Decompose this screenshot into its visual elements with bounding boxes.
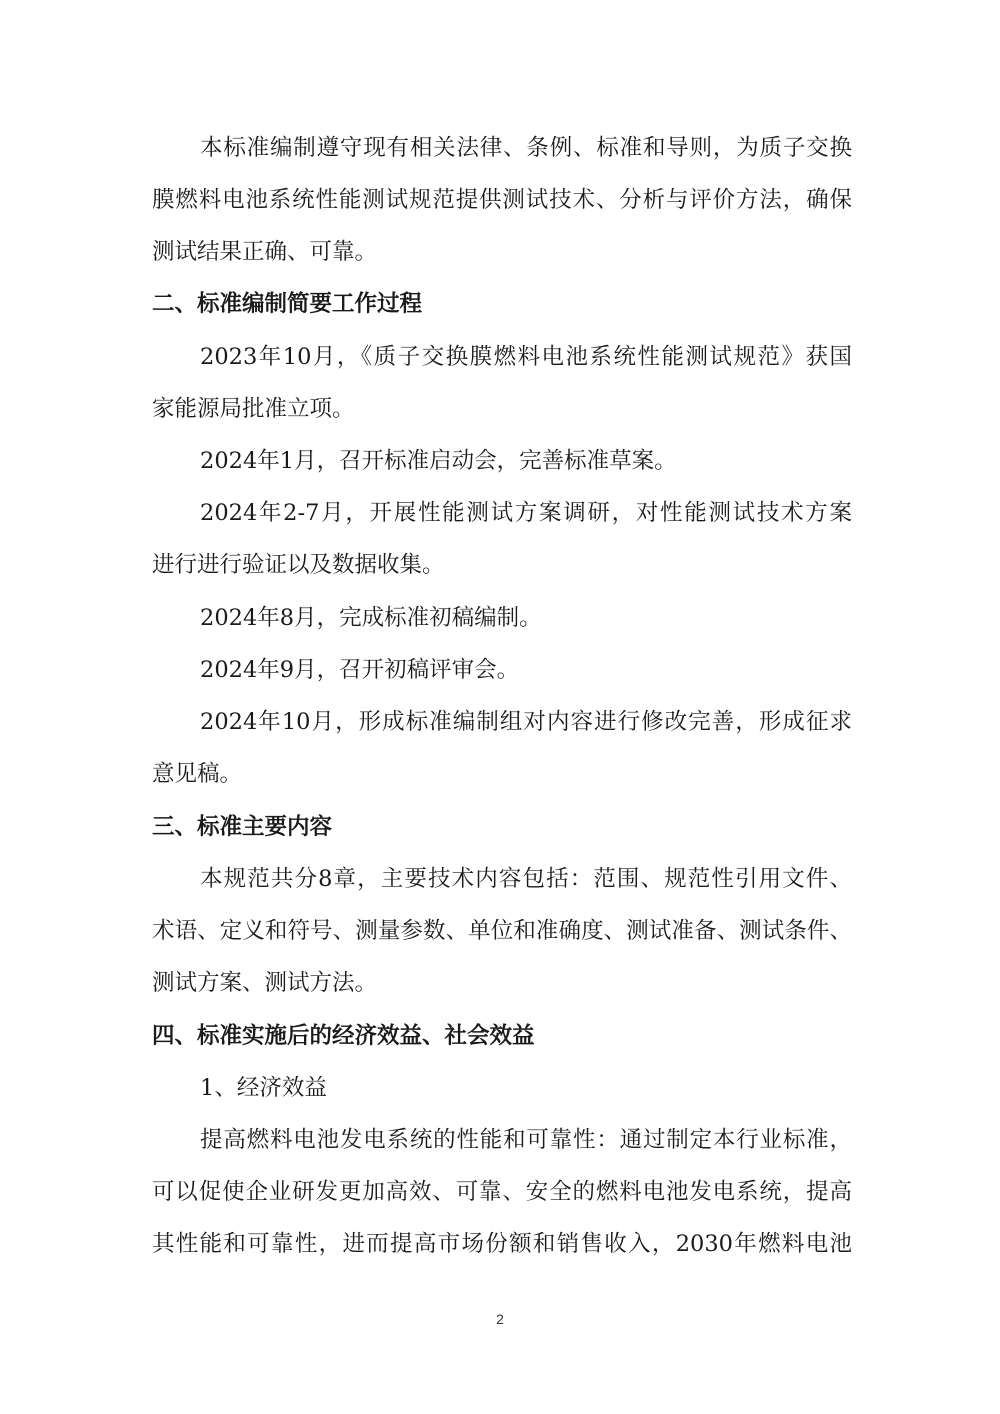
- paragraph-economic-line-3: 其性能和可靠性，进而提高市场份额和销售收入，2030年燃料电池: [152, 1231, 852, 1257]
- paragraph-content-line-3: 测试方案、测试方法。: [152, 970, 378, 996]
- paragraph-intro-line-1: 本标准编制遵守现有相关法律、条例、标准和导则，为质子交换: [200, 135, 852, 161]
- paragraph-content-line-2: 术语、定义和符号、测量参数、单位和准确度、测试准备、测试条件、: [152, 918, 852, 944]
- paragraph-2024-aug: 2024年8月，完成标准初稿编制。: [200, 605, 542, 631]
- paragraph-2024-jan: 2024年1月，召开标准启动会，完善标准草案。: [200, 448, 677, 474]
- paragraph-2024-feb-jul-line-1: 2024年2-7月，开展性能测试方案调研，对性能测试技术方案: [200, 500, 852, 526]
- paragraph-2024-oct-line-2: 意见稿。: [152, 761, 243, 787]
- paragraph-economic-line-2: 可以促使企业研发更加高效、可靠、安全的燃料电池发电系统，提高: [152, 1179, 852, 1205]
- paragraph-2024-oct-line-1: 2024年10月，形成标准编制组对内容进行修改完善，形成征求: [200, 709, 852, 735]
- paragraph-intro-line-2: 膜燃料电池系统性能测试规范提供测试技术、分析与评价方法，确保: [152, 187, 852, 213]
- paragraph-2023-line-1: 2023年10月，《质子交换膜燃料电池系统性能测试规范》获国: [200, 344, 852, 370]
- paragraph-2024-sep: 2024年9月，召开初稿评审会。: [200, 657, 520, 683]
- paragraph-content-line-1: 本规范共分8章，主要技术内容包括：范围、规范性引用文件、: [200, 866, 852, 892]
- paragraph-intro-line-3: 测试结果正确、可靠。: [152, 239, 378, 265]
- section-heading-3: 三、标准主要内容: [152, 814, 333, 840]
- paragraph-2024-feb-jul-line-2: 进行进行验证以及数据收集。: [152, 552, 445, 578]
- section-heading-4: 四、标准实施后的经济效益、社会效益: [152, 1023, 535, 1049]
- page-number: 2: [496, 1311, 504, 1327]
- section-heading-2: 二、标准编制简要工作过程: [152, 291, 423, 317]
- subsection-heading-economic: 1、经济效益: [200, 1075, 327, 1101]
- paragraph-2023-line-2: 家能源局批准立项。: [152, 396, 355, 422]
- paragraph-economic-line-1: 提高燃料电池发电系统的性能和可靠性：通过制定本行业标准，: [200, 1127, 852, 1153]
